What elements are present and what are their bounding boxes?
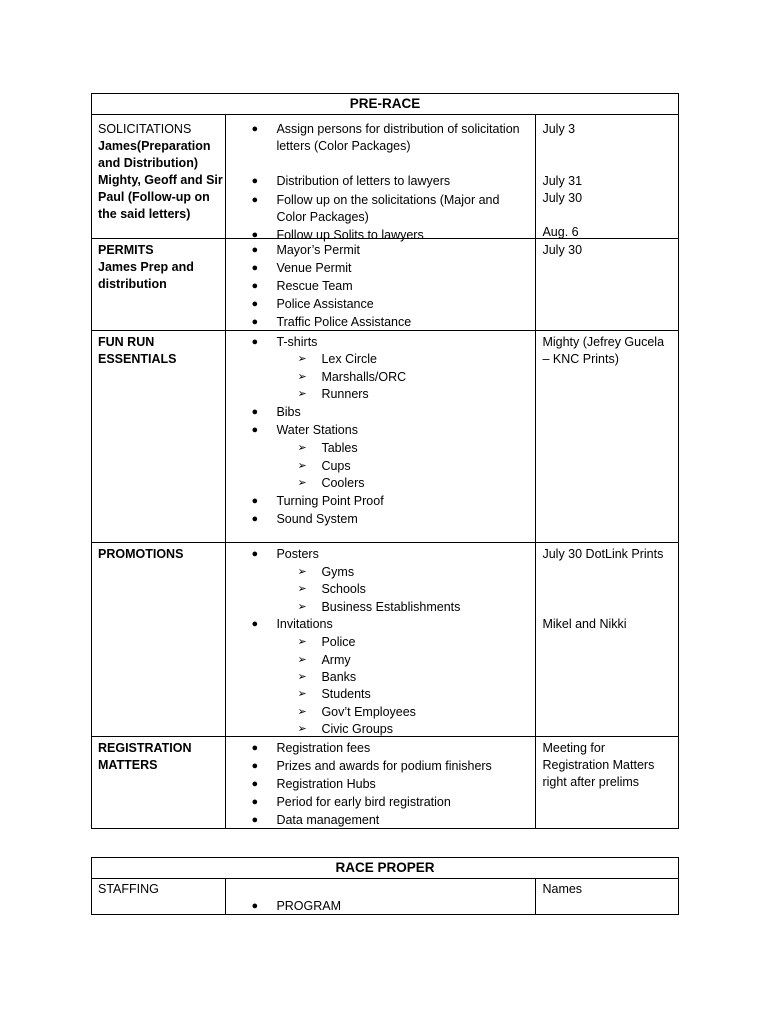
list-item-continuation: letters (Color Packages) <box>276 139 411 153</box>
arrow-icon: ➢ <box>297 388 307 400</box>
table-row <box>92 543 679 737</box>
bullet-icon: ● <box>251 513 259 525</box>
list-item: Mayor’s Permit <box>276 243 361 257</box>
section-title: MATTERS <box>98 758 158 772</box>
bullet-icon: ● <box>251 495 259 507</box>
arrow-icon: ➢ <box>297 353 307 365</box>
sub-item: Gyms <box>321 565 355 579</box>
bullet-icon: ● <box>251 814 259 826</box>
list-item: Venue Permit <box>276 261 352 275</box>
section-title: STAFFING <box>98 882 159 896</box>
bullet-icon: ● <box>251 194 259 206</box>
schedule-date: July 30 <box>542 243 583 257</box>
list-item: Distribution of letters to lawyers <box>276 174 451 188</box>
schedule-date: July 31 <box>542 174 583 188</box>
section-title: FUN RUN <box>98 335 155 349</box>
table-row <box>92 115 679 239</box>
arrow-icon: ➢ <box>297 442 307 454</box>
sub-item: Students <box>321 687 371 701</box>
list-item: Data management <box>276 813 380 827</box>
section-owner-line: James(Preparation <box>98 139 211 153</box>
bullet-icon: ● <box>251 336 259 348</box>
arrow-icon: ➢ <box>297 566 307 578</box>
list-item: T-shirts <box>276 335 318 349</box>
race-proper-title: RACE PROPER <box>92 858 679 879</box>
table-row <box>92 239 679 331</box>
bullet-icon: ● <box>251 123 259 135</box>
arrow-icon: ➢ <box>297 636 307 648</box>
list-item: Sound System <box>276 512 358 526</box>
sub-item: Army <box>321 653 351 667</box>
sub-item: Lex Circle <box>321 352 378 366</box>
arrow-icon: ➢ <box>297 583 307 595</box>
section-title: PROMOTIONS <box>98 547 184 561</box>
pre-race-table <box>91 93 679 829</box>
section-owner-line: Paul (Follow-up on <box>98 190 210 204</box>
list-item: Registration fees <box>276 741 371 755</box>
list-item: Rescue Team <box>276 279 353 293</box>
list-item: Follow up on the solicitations (Major and <box>276 193 500 207</box>
assignee: Mikel and Nikki <box>542 617 627 631</box>
list-item-continuation: Color Packages) <box>276 210 369 224</box>
section-owner-line: distribution <box>98 277 167 291</box>
list-item: Water Stations <box>276 423 358 437</box>
sub-item: Police <box>321 635 356 649</box>
sub-item: Coolers <box>321 476 365 490</box>
arrow-icon: ➢ <box>297 460 307 472</box>
note-line: right after prelims <box>542 775 640 789</box>
bullet-icon: ● <box>251 229 259 241</box>
schedule-date: July 3 <box>542 122 576 136</box>
section-title: REGISTRATION <box>98 741 192 755</box>
assignee: Mighty (Jefrey Gucela <box>542 335 665 349</box>
sub-item: Business Establishments <box>321 600 461 614</box>
note-line: Registration Matters <box>542 758 655 772</box>
bullet-icon: ● <box>251 900 259 912</box>
arrow-icon: ➢ <box>297 371 307 383</box>
list-item: PROGRAM <box>276 899 342 913</box>
bullet-icon: ● <box>251 742 259 754</box>
sub-item: Gov’t Employees <box>321 705 416 719</box>
bullet-icon: ● <box>251 262 259 274</box>
arrow-icon: ➢ <box>297 723 307 735</box>
bullet-icon: ● <box>251 796 259 808</box>
list-item: Assign persons for distribution of solicitation <box>276 122 520 136</box>
section-owner-line: the said letters) <box>98 207 191 221</box>
sub-item: Schools <box>321 582 366 596</box>
list-item: Posters <box>276 547 319 561</box>
list-item: Traffic Police Assistance <box>276 315 412 329</box>
table-row <box>92 737 679 829</box>
race-proper-table <box>91 857 679 915</box>
sub-item: Banks <box>321 670 357 684</box>
section-owner-line: James Prep and <box>98 260 194 274</box>
arrow-icon: ➢ <box>297 654 307 666</box>
section-title: PERMITS <box>98 243 154 257</box>
list-item: Bibs <box>276 405 301 419</box>
sub-item: Tables <box>321 441 358 455</box>
section-title: ESSENTIALS <box>98 352 177 366</box>
bullet-icon: ● <box>251 778 259 790</box>
bullet-icon: ● <box>251 548 259 560</box>
section-title: SOLICITATIONS <box>98 122 192 136</box>
schedule-date: July 30 DotLink Prints <box>542 547 664 561</box>
bullet-icon: ● <box>251 280 259 292</box>
bullet-icon: ● <box>251 618 259 630</box>
assignee: – KNC Prints) <box>542 352 619 366</box>
note-line: Meeting for <box>542 741 605 755</box>
list-item: Follow up Solits to lawyers <box>276 228 424 242</box>
arrow-icon: ➢ <box>297 477 307 489</box>
arrow-icon: ➢ <box>297 688 307 700</box>
sub-item: Civic Groups <box>321 722 393 736</box>
bullet-icon: ● <box>251 175 259 187</box>
bullet-icon: ● <box>251 760 259 772</box>
arrow-icon: ➢ <box>297 671 307 683</box>
pre-race-title: PRE-RACE <box>92 94 679 115</box>
bullet-icon: ● <box>251 244 259 256</box>
bullet-icon: ● <box>251 424 259 436</box>
section-owner-line: and Distribution) <box>98 156 198 170</box>
sub-item: Runners <box>321 387 369 401</box>
schedule-date: Aug. 6 <box>542 225 579 239</box>
bullet-icon: ● <box>251 316 259 328</box>
list-item: Invitations <box>276 617 333 631</box>
list-item: Prizes and awards for podium finishers <box>276 759 492 773</box>
list-item: Registration Hubs <box>276 777 376 791</box>
section-owner-line: Mighty, Geoff and Sir <box>98 173 223 187</box>
table-row <box>92 879 679 915</box>
list-item: Police Assistance <box>276 297 374 311</box>
sub-item: Marshalls/ORC <box>321 370 407 384</box>
list-item: Turning Point Proof <box>276 494 384 508</box>
arrow-icon: ➢ <box>297 706 307 718</box>
list-item: Period for early bird registration <box>276 795 451 809</box>
table-row <box>92 331 679 543</box>
arrow-icon: ➢ <box>297 601 307 613</box>
names-label: Names <box>542 882 583 896</box>
schedule-date: July 30 <box>542 191 583 205</box>
bullet-icon: ● <box>251 298 259 310</box>
bullet-icon: ● <box>251 406 259 418</box>
sub-item: Cups <box>321 459 351 473</box>
